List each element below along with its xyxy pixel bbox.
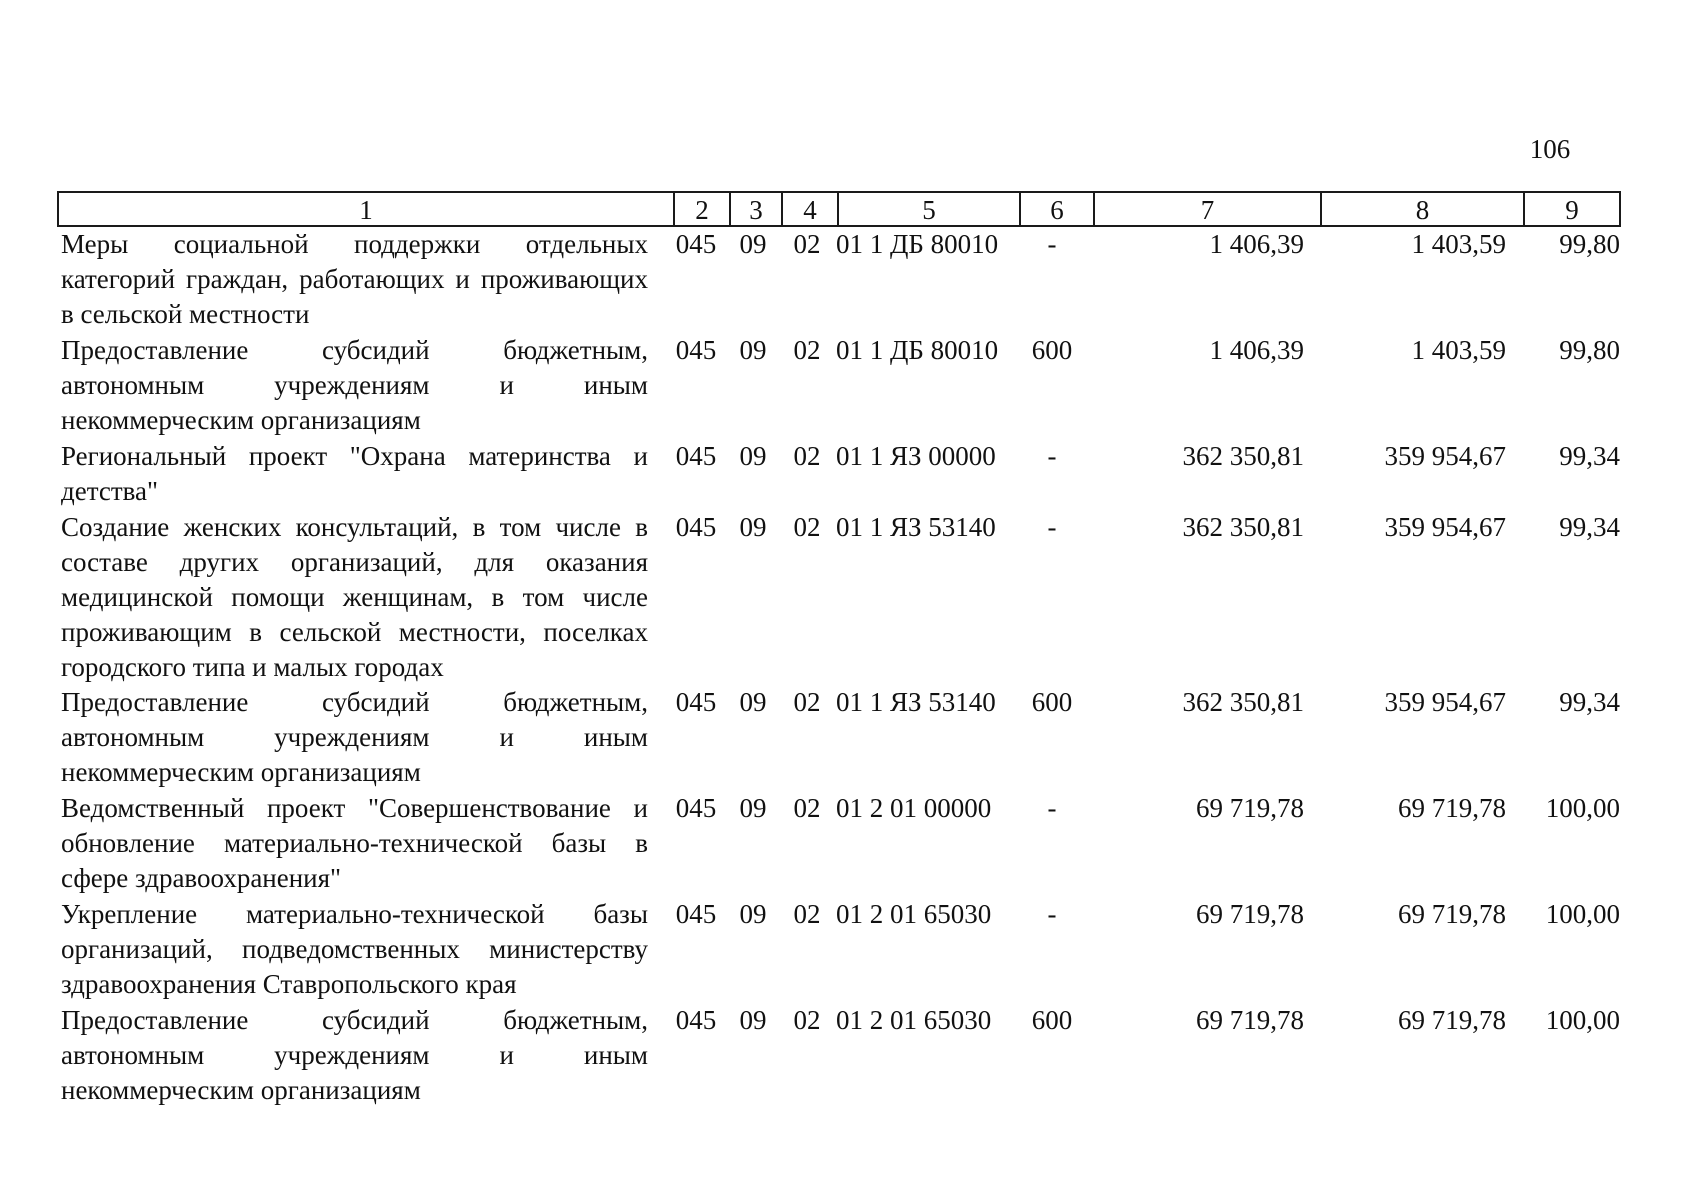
header-col-9: 9 [1523, 193, 1619, 225]
row-percent: 100,00 [1545, 1005, 1620, 1035]
row-planned-amount: 69 719,78 [1196, 899, 1304, 929]
row-target-article: 01 1 ЯЗ 53140 [836, 512, 996, 542]
row-description: Предоставление субсидий бюджетным, автономным учреждениям и иным некоммерческим организациям [61, 687, 648, 787]
row-actual-amount: 1 403,59 [1411, 335, 1506, 365]
row-planned-amount: 1 406,39 [1209, 229, 1304, 259]
row-percent: 100,00 [1545, 793, 1620, 823]
row-code-col-2: 045 [675, 335, 717, 365]
row-description: Ведомственный проект "Совершенствование и обновление материально-технической базы в сфере здравоохранения" [61, 793, 648, 893]
header-col-5: 5 [837, 193, 1019, 225]
row-percent: 99,34 [1559, 441, 1620, 471]
row-code-col-4: 02 [793, 512, 821, 542]
row-code-col-2: 045 [675, 793, 717, 823]
row-expense-type: - [1047, 441, 1057, 471]
row-planned-amount: 362 350,81 [1182, 441, 1304, 471]
row-target-article: 01 2 01 65030 [836, 1005, 992, 1035]
row-target-article: 01 2 01 65030 [836, 899, 992, 929]
row-code-col-3: 09 [739, 1005, 767, 1035]
page-number: 106 [1529, 134, 1571, 164]
row-code-col-2: 045 [675, 229, 717, 259]
row-code-col-2: 045 [675, 687, 717, 717]
row-target-article: 01 1 ДБ 80010 [836, 335, 999, 365]
row-planned-amount: 362 350,81 [1182, 687, 1304, 717]
row-code-col-2: 045 [675, 512, 717, 542]
row-target-article: 01 1 ДБ 80010 [836, 229, 999, 259]
row-code-col-4: 02 [793, 793, 821, 823]
row-actual-amount: 1 403,59 [1411, 229, 1506, 259]
row-percent: 99,80 [1559, 229, 1620, 259]
header-col-6: 6 [1019, 193, 1093, 225]
row-percent: 100,00 [1545, 899, 1620, 929]
row-actual-amount: 359 954,67 [1384, 512, 1506, 542]
row-planned-amount: 362 350,81 [1182, 512, 1304, 542]
row-description: Меры социальной поддержки отдельных категорий граждан, работающих и проживающих в сельской местности [61, 229, 648, 329]
row-code-col-4: 02 [793, 687, 821, 717]
row-expense-type: 600 [1031, 335, 1073, 365]
row-code-col-4: 02 [793, 441, 821, 471]
row-code-col-3: 09 [739, 899, 767, 929]
row-expense-type: - [1047, 512, 1057, 542]
row-expense-type: - [1047, 229, 1057, 259]
row-description: Укрепление материально-технической базы организаций, подведомственных министерству здравоохранения Ставропольского края [61, 899, 648, 999]
row-code-col-3: 09 [739, 441, 767, 471]
row-code-col-4: 02 [793, 229, 821, 259]
row-expense-type: 600 [1031, 1005, 1073, 1035]
row-code-col-3: 09 [739, 793, 767, 823]
row-description: Региональный проект "Охрана материнства и детства" [61, 441, 648, 506]
header-col-1: 1 [359, 195, 373, 225]
row-expense-type: 600 [1031, 687, 1073, 717]
row-actual-amount: 69 719,78 [1398, 1005, 1506, 1035]
row-code-col-2: 045 [675, 1005, 717, 1035]
row-actual-amount: 359 954,67 [1384, 687, 1506, 717]
row-percent: 99,80 [1559, 335, 1620, 365]
header-col-2: 2 [673, 193, 729, 225]
row-percent: 99,34 [1559, 687, 1620, 717]
header-col-3: 3 [729, 193, 781, 225]
row-actual-amount: 69 719,78 [1398, 793, 1506, 823]
row-planned-amount: 69 719,78 [1196, 793, 1304, 823]
header-col-4: 4 [781, 193, 837, 225]
row-code-col-4: 02 [793, 335, 821, 365]
row-percent: 99,34 [1559, 512, 1620, 542]
row-code-col-4: 02 [793, 899, 821, 929]
row-actual-amount: 359 954,67 [1384, 441, 1506, 471]
row-code-col-4: 02 [793, 1005, 821, 1035]
row-planned-amount: 1 406,39 [1209, 335, 1304, 365]
row-code-col-3: 09 [739, 335, 767, 365]
table-header-row [57, 191, 1621, 227]
row-description: Создание женских консультаций, в том числе в составе других организаций, для оказания медицинской помощи женщинам, в том числе проживающим в сельской местности, поселках городского типа и малых городах [61, 512, 648, 682]
row-description: Предоставление субсидий бюджетным, автономным учреждениям и иным некоммерческим организациям [61, 1005, 648, 1105]
row-target-article: 01 1 ЯЗ 00000 [836, 441, 996, 471]
row-target-article: 01 1 ЯЗ 53140 [836, 687, 996, 717]
row-expense-type: - [1047, 899, 1057, 929]
row-target-article: 01 2 01 00000 [836, 793, 992, 823]
row-description: Предоставление субсидий бюджетным, автономным учреждениям и иным некоммерческим организациям [61, 335, 648, 435]
row-planned-amount: 69 719,78 [1196, 1005, 1304, 1035]
header-col-8: 8 [1320, 193, 1523, 225]
row-code-col-3: 09 [739, 687, 767, 717]
row-code-col-2: 045 [675, 441, 717, 471]
row-actual-amount: 69 719,78 [1398, 899, 1506, 929]
row-expense-type: - [1047, 793, 1057, 823]
row-code-col-2: 045 [675, 899, 717, 929]
header-col-7: 7 [1093, 193, 1320, 225]
row-code-col-3: 09 [739, 229, 767, 259]
row-code-col-3: 09 [739, 512, 767, 542]
